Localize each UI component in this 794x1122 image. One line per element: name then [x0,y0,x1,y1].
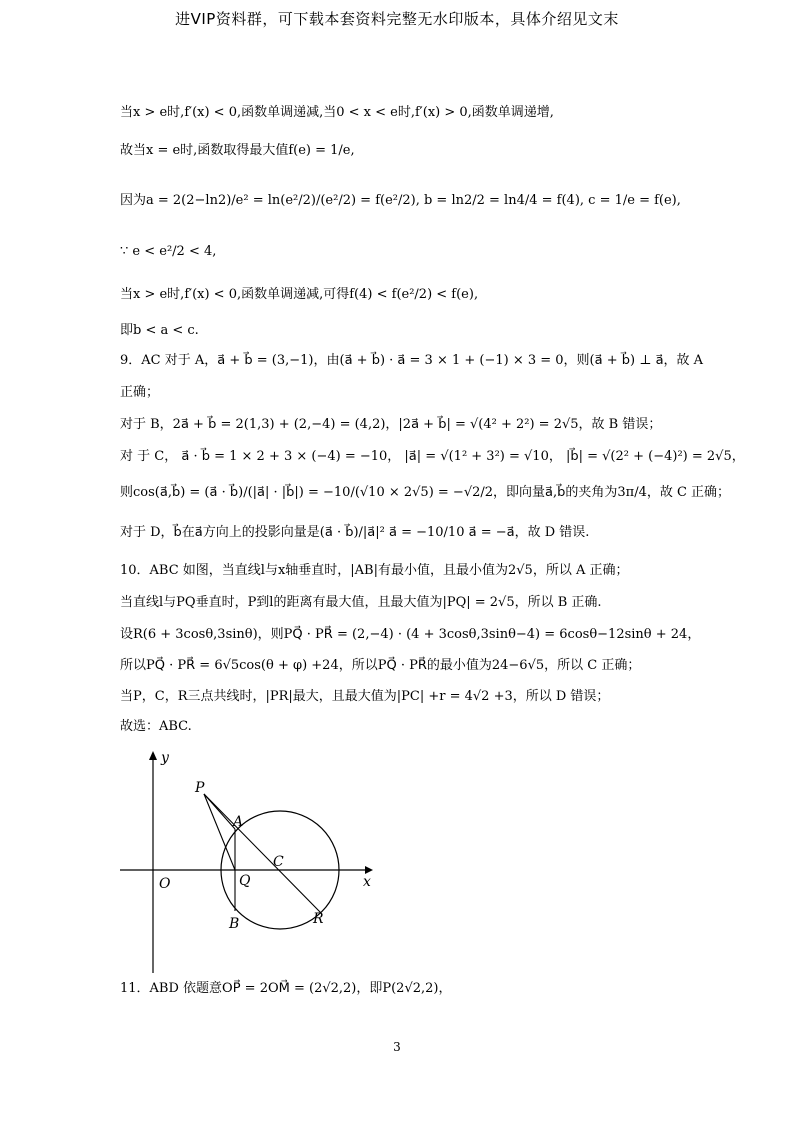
text-line-10: 对 于 C， a⃗ · b⃗ = 1 × 2 + 3 × (−4) = −10， |a⃗| = √(1² + 3²) = √10， |b⃗| = √(2² + (−4)²) = 2√5， [120,449,745,464]
y-axis-arrow [149,751,157,760]
text-line-12: 对于 D，b⃗在a⃗方向上的投影向量是(a⃗ · b⃗)/|a⃗|² a⃗ = −10/10 a⃗ = −a⃗，故 D 错误. [120,525,590,540]
label-a: A [233,814,244,830]
text-line-9: 对于 B，2a⃗ + b⃗ = 2(1,3) + (2,−4) = (4,2)，|2a⃗ + b⃗| = √(4² + 2²) = 2√5，故 B 错误； [120,417,662,432]
text-line-5: 当x > e时,f′(x) < 0,函数单调递减,可得f(4) < f(e²/2) < f(e), [120,287,479,302]
text-line-17: 当P，C，R三点共线时，|PR|最大，且最大值为|PC| +r = 4√2 +3，所以 D 错误； [120,689,610,704]
text-line-19: 11．ABD 依题意OP⃗ = 2OM⃗ = (2√2,2)，即P(2√2,2)， [120,981,452,996]
text-line-8: 正确； [120,385,160,400]
text-line-18: 故选：ABC. [120,719,192,734]
label-o: O [159,876,171,892]
text-line-16: 所以PQ⃗ · PR⃗ = 6√5cos(θ + φ) +24，所以PQ⃗ · PR⃗的最小值为24−6√5，所以 C 正确； [120,658,641,673]
label-y: y [161,750,169,766]
label-b: B [229,916,240,932]
segment-pr [204,794,321,913]
label-c: C [273,854,284,870]
label-x: x [363,874,371,890]
text-line-4: ∵ e < e²/2 < 4, [120,244,217,259]
label-r: R [313,911,324,927]
x-axis-arrow [365,866,373,874]
geometry-diagram [115,748,395,978]
text-line-15: 设R(6 + 3cosθ,3sinθ)，则PQ⃗ · PR⃗ = (2,−4) · (4 + 3cosθ,3sinθ−4) = 6cosθ−12sinθ + 24， [120,627,701,642]
text-line-6: 即b < a < c. [120,323,199,338]
page-number: 3 [393,1040,401,1054]
text-line-3: 因为a = 2(2−ln2)/e² = ln(e²/2)/(e²/2) = f(e²/2), b = ln2/2 = ln4/4 = f(4), c = 1/e = f(e), [120,193,681,208]
label-q: Q [239,873,251,889]
text-line-1: 当x > e时,f′(x) < 0,函数单调递减,当0 < x < e时,f′(x) > 0,函数单调递增, [120,105,554,120]
text-line-13: 10．ABC 如图，当直线l与x轴垂直时，|AB|有最小值，且最小值为2√5，所以 A 正确； [120,563,629,578]
label-p: P [195,780,205,796]
segment-pq [204,794,235,870]
header-banner: 进VIP资料群，可下载本套资料完整无水印版本，具体介绍见文末 [175,10,619,28]
text-line-7: 9．AC 对于 A，a⃗ + b⃗ = (3,−1)，由(a⃗ + b⃗) · a⃗ = 3 × 1 + (−1) × 3 = 0，则(a⃗ + b⃗) ⊥ a⃗，故 A [120,353,704,368]
text-line-14: 当直线l与PQ垂直时，P到l的距离有最大值，且最大值为|PQ| = 2√5，所以 B 正确. [120,595,602,610]
text-line-11: 则cos(a⃗,b⃗) = (a⃗ · b⃗)/(|a⃗| · |b⃗|) = −10/(√10 × 2√5) = −√2/2，即向量a⃗,b⃗的夹角为3π/4，故 C 正确； [120,485,731,500]
text-line-2: 故当x = e时,函数取得最大值f(e) = 1/e, [120,143,355,158]
